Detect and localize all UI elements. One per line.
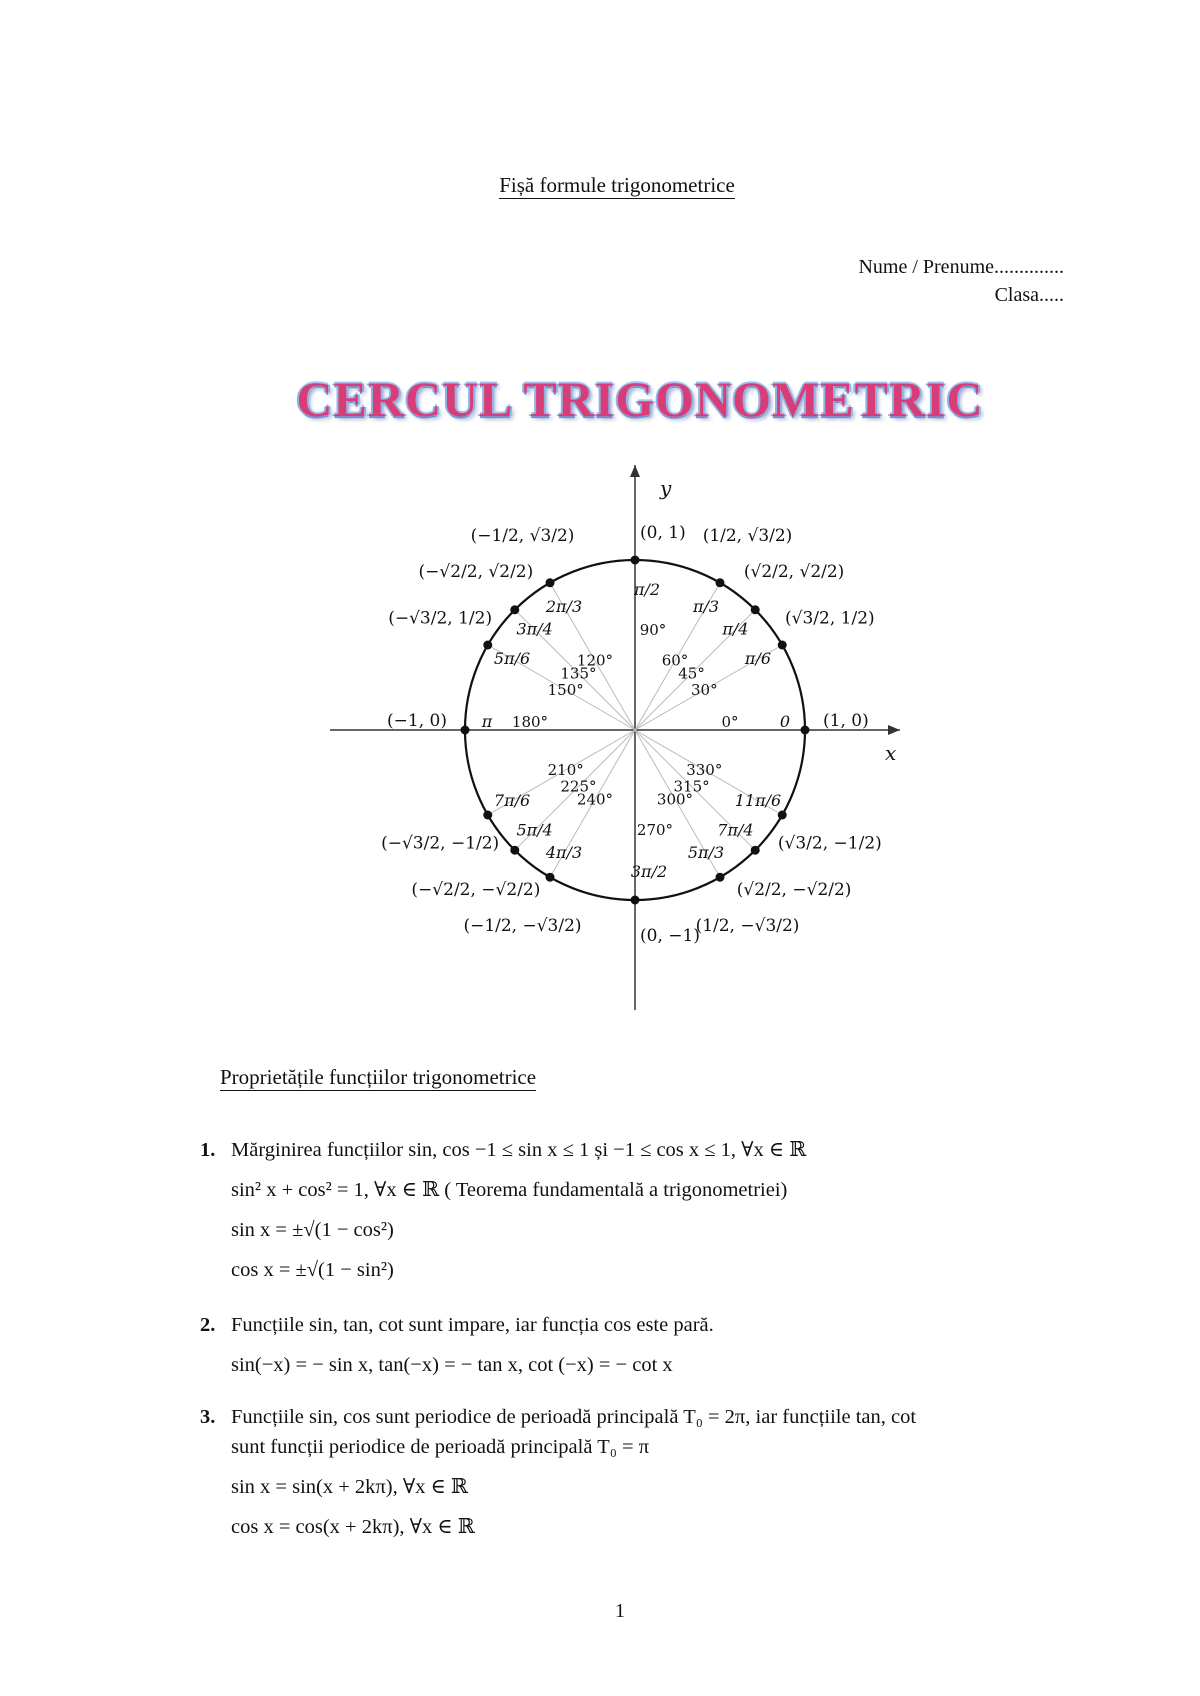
angle-point — [631, 896, 640, 905]
y-axis-label: y — [660, 476, 672, 500]
degree-label: 60° — [661, 651, 689, 670]
radian-label: 5π/4 — [516, 820, 553, 840]
coordinate-label: (−√2/2, √2/2) — [418, 561, 534, 582]
coordinate-label: (0, −1) — [640, 926, 700, 946]
coordinate-label: (−1/2, −√3/2) — [463, 915, 582, 936]
coordinate-label: (√3/2, 1/2) — [785, 608, 875, 629]
item-line: sin x = ±√(1 − cos²) — [231, 1219, 394, 1241]
coordinate-label: (−√3/2, −1/2) — [381, 833, 500, 854]
item-line: cos x = ±√(1 − sin²) — [231, 1259, 394, 1281]
degree-label: 225° — [560, 777, 597, 796]
angle-point — [631, 556, 640, 565]
property-item-1 — [200, 1135, 1080, 1281]
property-item-3 — [200, 1402, 1080, 1552]
radian-label: 7π/4 — [717, 820, 754, 840]
degree-label: 0° — [721, 713, 739, 731]
radian-label: 2π/3 — [545, 597, 583, 617]
radian-label: 7π/6 — [493, 791, 531, 810]
degree-label: 150° — [547, 681, 584, 699]
x-axis-arrow — [888, 725, 900, 735]
radian-label: π — [481, 712, 493, 731]
coordinate-label: (1/2, √3/2) — [702, 526, 793, 547]
radian-label: π/2 — [633, 580, 661, 599]
radian-label: 3π/4 — [516, 619, 553, 639]
student-info — [858, 253, 1064, 309]
degree-label: 240° — [576, 790, 614, 809]
degree-label: 330° — [686, 761, 723, 779]
radian-label: 4π/3 — [545, 842, 583, 862]
item-line: cos x = cos(x + 2kπ), ∀x ∈ ℝ — [231, 1516, 475, 1538]
y-axis-arrow — [630, 465, 640, 477]
item-line: sunt funcții periodice de perioadă principală T₀ = π — [231, 1436, 650, 1458]
item-line: Funcțiile sin, tan, cot sunt impare, iar funcția cos este pară. — [231, 1314, 714, 1336]
angle-point — [716, 578, 725, 587]
coordinate-label: (√3/2, −1/2) — [777, 833, 882, 854]
angle-point — [510, 605, 519, 614]
page-title: Fișă formule trigonometrice — [499, 173, 735, 197]
angle-point — [801, 726, 810, 735]
degree-label: 180° — [511, 713, 549, 731]
degree-label: 210° — [547, 761, 584, 779]
radian-label: 3π/2 — [630, 862, 668, 881]
angle-point — [546, 873, 555, 882]
coordinate-label: (1/2, −√3/2) — [695, 915, 800, 936]
item-number: 3. — [200, 1406, 216, 1428]
circle-banner: CERCUL TRIGONOMETRIC — [296, 371, 984, 427]
radian-label: 5π/3 — [687, 842, 725, 862]
degree-label: 315° — [673, 777, 710, 796]
page-number: 1 — [615, 1600, 625, 1622]
radian-label: π/4 — [722, 619, 749, 639]
angle-point — [461, 726, 470, 735]
angle-point — [778, 811, 787, 820]
degree-label: 30° — [690, 681, 718, 699]
radian-label: π/6 — [744, 649, 772, 668]
coordinate-label: (√2/2, −√2/2) — [736, 880, 852, 901]
item-number: 2. — [200, 1314, 216, 1336]
coordinate-label: (−√2/2, −√2/2) — [411, 880, 541, 901]
item-line: sin² x + cos² = 1, ∀x ∈ ℝ ( Teorema fundamentală a trigonometriei) — [231, 1179, 788, 1201]
degree-label: 45° — [678, 664, 705, 683]
angle-point — [510, 846, 519, 855]
degree-label: 300° — [656, 790, 694, 809]
degree-label: 120° — [576, 651, 614, 670]
section-title: Proprietățile funcțiilor trigonometrice — [220, 1065, 537, 1089]
radian-label: 11π/6 — [734, 791, 782, 810]
angle-point — [751, 605, 760, 614]
radian-label: 0 — [779, 712, 791, 731]
radian-label: π/3 — [692, 597, 720, 617]
degree-label: 135° — [560, 664, 597, 683]
item-line: sin(−x) = − sin x, tan(−x) = − tan x, cot (−x) = − cot x — [231, 1354, 673, 1376]
coordinate-label: (−1, 0) — [387, 711, 447, 731]
trig-circle-diagram — [300, 455, 920, 1025]
class-line: Clasa..... — [994, 284, 1064, 306]
coordinate-label: (−1/2, √3/2) — [470, 526, 575, 547]
radian-label: 5π/6 — [493, 649, 531, 668]
property-item-2 — [200, 1310, 1080, 1380]
angle-point — [546, 578, 555, 587]
item-number: 1. — [200, 1139, 216, 1161]
name-line: Nume / Prenume.............. — [858, 256, 1064, 278]
angle-point — [751, 846, 760, 855]
coordinate-label: (−√3/2, 1/2) — [388, 608, 493, 629]
item-line: Mărginirea funcțiilor sin, cos −1 ≤ sin x ≤ 1 și −1 ≤ cos x ≤ 1, ∀x ∈ ℝ — [231, 1139, 807, 1161]
x-axis-label: x — [885, 741, 897, 765]
angle-point — [716, 873, 725, 882]
angle-point — [778, 641, 787, 650]
angle-point — [483, 811, 492, 820]
item-line: sin x = sin(x + 2kπ), ∀x ∈ ℝ — [231, 1476, 468, 1498]
degree-label: 90° — [639, 621, 667, 639]
item-line: Funcțiile sin, cos sunt periodice de perioadă principală T₀ = 2π, iar funcțiile tan, cot — [231, 1406, 917, 1428]
coordinate-label: (0, 1) — [640, 523, 686, 543]
coordinate-label: (√2/2, √2/2) — [743, 561, 845, 582]
degree-label: 270° — [636, 821, 674, 839]
coordinate-label: (1, 0) — [823, 711, 869, 731]
angle-point — [483, 641, 492, 650]
